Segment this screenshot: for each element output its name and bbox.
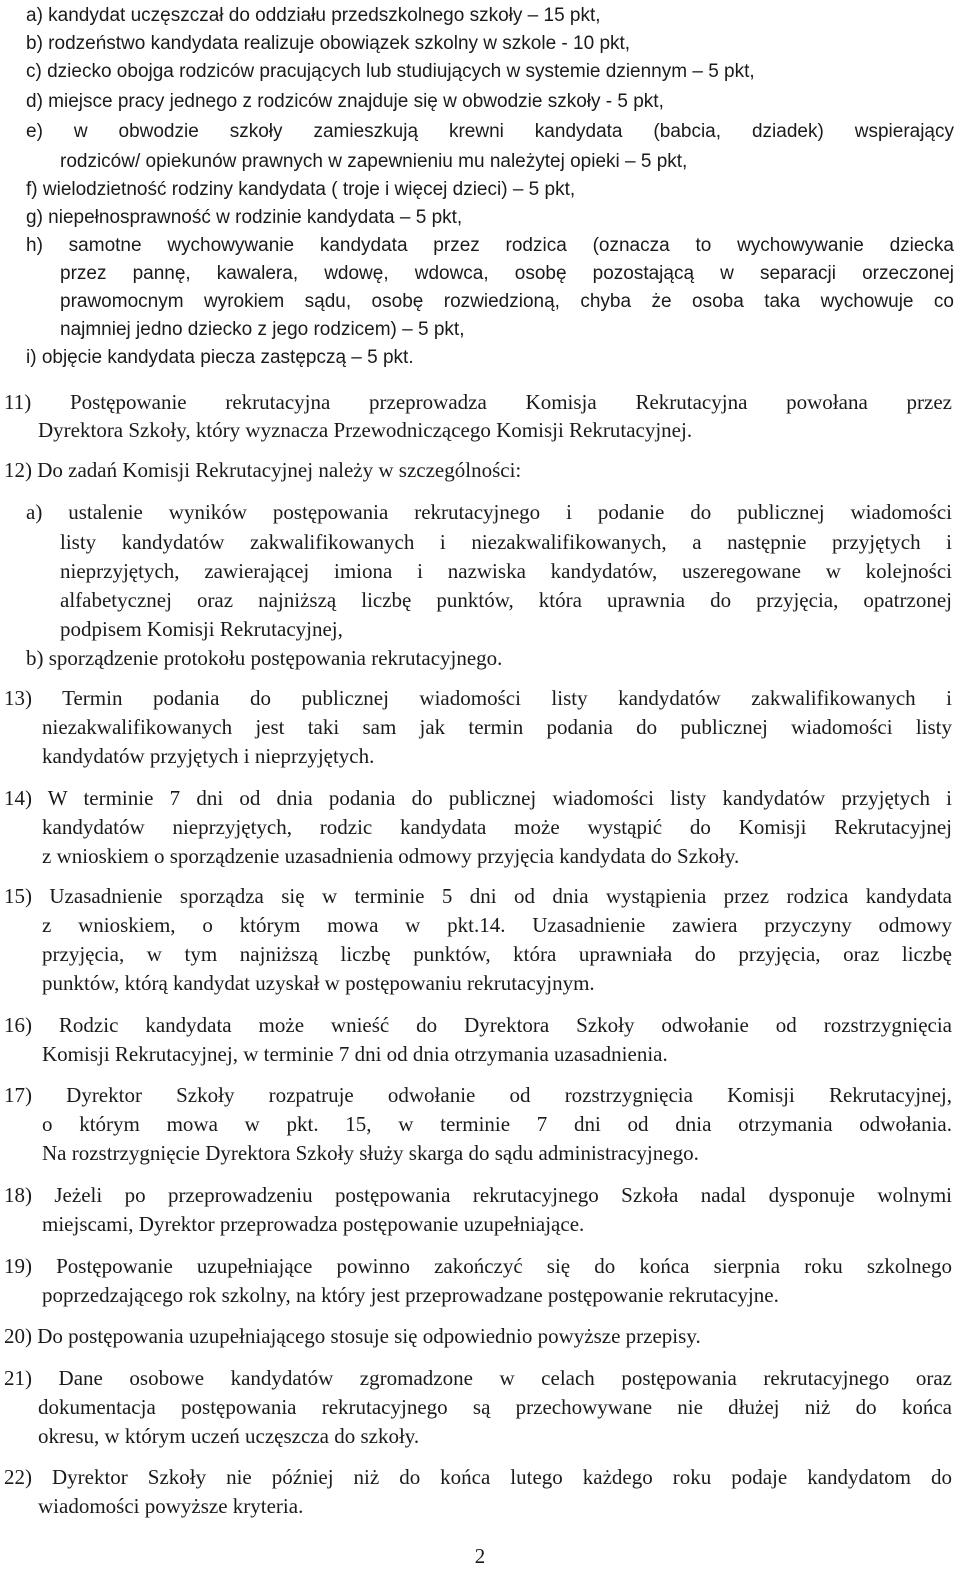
- criterion-e-cont: rodziców/ opiekunów prawnych w zapewnieniu mu należytej opieki – 5 pkt,: [60, 151, 688, 172]
- paragraph-22: 22) Dyrektor Szkoły nie później niż do końca lutego każdego roku podaje kandydatom do: [4, 1465, 952, 1489]
- criterion-c: c) dziecko obojga rodziców pracujących lub studiujących w systemie dziennym – 5 pkt,: [26, 61, 755, 82]
- paragraph-21: 21) Dane osobowe kandydatów zgromadzone w celach postępowania rekrutacyjnego oraz: [4, 1366, 952, 1390]
- paragraph-17: 17) Dyrektor Szkoły rozpatruje odwołanie od rozstrzygnięcia Komisji Rekrutacyjnej,: [4, 1083, 952, 1107]
- criterion-f: f) wielodzietność rodziny kandydata ( troje i więcej dzieci) – 5 pkt,: [26, 179, 576, 200]
- paragraph-17-cont: Na rozstrzygnięcie Dyrektora Szkoły służy skarga do sądu administracyjnego.: [42, 1141, 699, 1165]
- criterion-h-cont: prawomocnym wyrokiem sądu, osobę rozwiedzioną, chyba że osoba taka wychowuje co: [60, 291, 954, 312]
- paragraph-15-cont: przyjęcia, w tym najniższą liczbę punktów, która uprawniała do przyjęcia, oraz liczbę: [42, 942, 952, 966]
- task-a: a) ustalenie wyników postępowania rekrutacyjnego i podanie do publicznej wiadomości: [26, 500, 952, 524]
- paragraph-19: 19) Postępowanie uzupełniające powinno zakończyć się do końca sierpnia roku szkolnego: [4, 1254, 952, 1278]
- paragraph-19-cont: poprzedzającego rok szkolny, na który jest przeprowadzane postępowanie rekrutacyjne.: [42, 1283, 779, 1307]
- paragraph-13: 13) Termin podania do publicznej wiadomości listy kandydatów zakwalifikowanych i: [4, 686, 952, 710]
- criterion-a: a) kandydat uczęszczał do oddziału przedszkolnego szkoły – 15 pkt,: [26, 5, 601, 26]
- paragraph-21-cont: dokumentacja postępowania rekrutacyjnego są przechowywane nie dłużej niż do końca: [38, 1395, 952, 1419]
- criterion-h-cont: przez pannę, kawalera, wdowę, wdowca, osobę pozostającą w separacji orzeczonej: [60, 263, 954, 284]
- paragraph-12: 12) Do zadań Komisji Rekrutacyjnej należy w szczególności:: [4, 458, 522, 482]
- criterion-h: h) samotne wychowywanie kandydata przez rodzica (oznacza to wychowywanie dziecka: [26, 235, 954, 256]
- paragraph-20: 20) Do postępowania uzupełniającego stosuje się odpowiednio powyższe przepisy.: [4, 1324, 701, 1348]
- task-a-cont: podpisem Komisji Rekrutacyjnej,: [60, 617, 343, 641]
- paragraph-18: 18) Jeżeli po przeprowadzeniu postępowania rekrutacyjnego Szkoła nadal dysponuje wolnymi: [4, 1183, 952, 1207]
- paragraph-15: 15) Uzasadnienie sporządza się w terminie 5 dni od dnia wystąpienia przez rodzica kandydata: [4, 884, 952, 908]
- paragraph-13-cont: kandydatów przyjętych i nieprzyjętych.: [42, 744, 375, 768]
- task-a-cont: nieprzyjętych, zawierającej imiona i nazwiska kandydatów, uszeregowane w kolejności: [60, 559, 952, 583]
- criterion-e: e) w obwodzie szkoły zamieszkują krewni kandydata (babcia, dziadek) wspierający: [26, 121, 954, 142]
- paragraph-11-cont: Dyrektora Szkoły, który wyznacza Przewodniczącego Komisji Rekrutacyjnej.: [38, 418, 693, 442]
- paragraph-17-cont: o którym mowa w pkt. 15, w terminie 7 dni od dnia otrzymania odwołania.: [42, 1112, 952, 1136]
- paragraph-14: 14) W terminie 7 dni od dnia podania do publicznej wiadomości listy kandydatów przyjętych i: [4, 786, 952, 810]
- paragraph-21-cont: okresu, w którym uczeń uczęszcza do szkoły.: [38, 1424, 420, 1448]
- criterion-d: d) miejsce pracy jednego z rodziców znajduje się w obwodzie szkoły - 5 pkt,: [26, 91, 664, 112]
- criterion-h-cont: najmniej jedno dziecko z jego rodzicem) – 5 pkt,: [60, 319, 465, 340]
- criterion-i: i) objęcie kandydata piecza zastępczą – 5 pkt.: [26, 347, 414, 368]
- paragraph-18-cont: miejscami, Dyrektor przeprowadza postępowanie uzupełniające.: [42, 1212, 585, 1236]
- page-number: 2: [474, 1544, 486, 1568]
- criterion-b: b) rodzeństwo kandydata realizuje obowiązek szkolny w szkole - 10 pkt,: [26, 33, 631, 54]
- paragraph-16-cont: Komisji Rekrutacyjnej, w terminie 7 dni od dnia otrzymania uzasadnienia.: [42, 1042, 668, 1066]
- task-a-cont: alfabetycznej oraz najniższą liczbę punktów, która uprawnia do przyjęcia, opatrzonej: [60, 588, 952, 612]
- paragraph-13-cont: niezakwalifikowanych jest taki sam jak termin podania do publicznej wiadomości listy: [42, 715, 952, 739]
- paragraph-16: 16) Rodzic kandydata może wnieść do Dyrektora Szkoły odwołanie od rozstrzygnięcia: [4, 1013, 952, 1037]
- paragraph-22-cont: wiadomości powyższe kryteria.: [38, 1494, 304, 1518]
- paragraph-15-cont: punktów, którą kandydat uzyskał w postępowaniu rekrutacyjnym.: [42, 971, 595, 995]
- task-a-cont: listy kandydatów zakwalifikowanych i niezakwalifikowanych, a następnie przyjętych i: [60, 530, 952, 554]
- paragraph-11: 11) Postępowanie rekrutacyjna przeprowadza Komisja Rekrutacyjna powołana przez: [4, 390, 952, 414]
- task-b: b) sporządzenie protokołu postępowania rekrutacyjnego.: [26, 646, 503, 670]
- paragraph-14-cont: kandydatów nieprzyjętych, rodzic kandydata może wystąpić do Komisji Rekrutacyjnej: [42, 815, 952, 839]
- paragraph-14-cont: z wnioskiem o sporządzenie uzasadnienia odmowy przyjęcia kandydata do Szkoły.: [42, 844, 740, 868]
- paragraph-15-cont: z wnioskiem, o którym mowa w pkt.14. Uzasadnienie zawiera przyczyny odmowy: [42, 913, 952, 937]
- criterion-g: g) niepełnosprawność w rodzinie kandydata – 5 pkt,: [26, 207, 463, 228]
